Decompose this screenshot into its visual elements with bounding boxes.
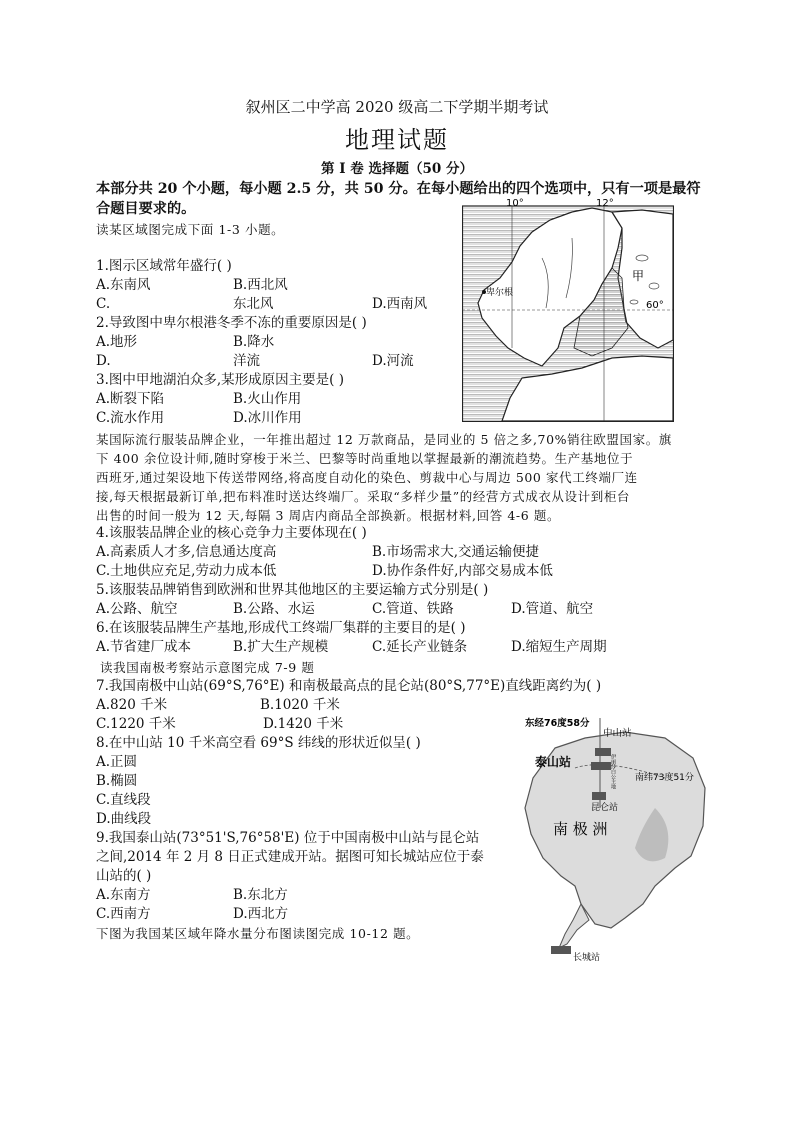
q6-option-a: A.节省建厂成本 [96,639,192,655]
q8-option-d: D.曲线段 [96,811,152,827]
q2-option-b: B.降水 [233,334,275,350]
kunlun-label: 昆仑站 [591,803,619,813]
q6-option-b: B.扩大生产规模 [233,639,329,655]
q9-option-a: A.东南方 [96,887,151,903]
q9-option-d: D.西北方 [233,906,289,922]
lon-label-10: 10° [506,198,524,209]
q9-option-b: B.东北方 [233,887,288,903]
q3-option-c: C.流水作用 [96,410,165,426]
scandinavia-map [462,198,674,422]
antarctica-map-figure [515,708,715,968]
q3-stem: 3.图中甲地湖泊众多,某形成原因主要是( ) [96,372,344,388]
intro-10-12: 下图为我国某区域年降水量分布图读图完成 10-12 题。 [96,926,420,941]
q4-option-d: D.协作条件好,内部交易成本低 [372,563,553,579]
zhongshan-station-marker [595,748,611,756]
page-title: 地理试题 [345,126,449,154]
q1-option-d: D.西南风 [372,296,428,312]
q1-option-a: A.东南风 [96,277,151,293]
antarctica-map [515,708,715,968]
q9-stem-line-3: 山站的( ) [96,868,152,884]
lat-label-60: 60° [646,300,664,311]
q7-option-a: A.820 千米 [96,697,168,713]
q2-option-d: D.河流 [372,353,414,369]
q7-option-b: B.1020 千米 [260,697,340,713]
q7-option-c: C.1220 千米 [96,716,176,732]
passage-line-1: 某国际流行服装品牌企业，一年推出超过 12 万款商品，是同业的 5 倍之多,70%销往欧盟国家。旗 [96,432,672,447]
side-label: 伊丽莎白公主地 [610,754,616,789]
q4-stem: 4.该服装品牌企业的核心竞争力主要体现在( ) [96,525,367,541]
scandinavia-map-figure [462,198,674,422]
q4-option-c: C.土地供应充足,劳动力成本低 [96,563,277,579]
intro-1-3: 读某区域图完成下面 1-3 小题。 [96,222,285,237]
q4-option-b: B.市场需求大,交通运输便捷 [372,544,540,560]
q5-stem: 5.该服装品牌销售到欧洲和世界其他地区的主要运输方式分别是( ) [96,582,489,598]
q5-option-d: D.管道、航空 [511,601,594,617]
q8-option-c: C.直线段 [96,792,151,808]
kunlun-station-marker [592,792,606,800]
q7-stem: 7.我国南极中山站(69°S,76°E) 和南极最高点的昆仑站(80°S,77°E)直线距离约为( ) [96,678,602,694]
q1-option-b: B.西北风 [233,277,288,293]
instruction-line-1: 本部分共 20 个小题，每小题 2.5 分，共 50 分。在每小题给出的四个选项中，只有一项是最符 [96,181,701,197]
intro-7-9: 读我国南极考察站示意图完成 7-9 题 [100,660,315,675]
q9-stem-line-2: 之间,2014 年 2 月 8 日正式建成开站。据图可知长城站应位于泰 [96,849,484,865]
passage-line-3: 西班牙,通过架设地下传送带网络,将高度自动化的染色、剪裁中心与周边 500 家代工终端厂连 [96,470,638,485]
q1-option-c: 东北风 [233,296,274,312]
instruction-line-2: 合题目要求的。 [96,201,196,217]
q2-option-c: 洋流 [233,353,260,369]
q2-option-c-letter: D. [96,353,111,369]
q5-option-b: B.公路、水运 [233,601,315,617]
q6-option-c: C.延长产业链条 [372,639,468,655]
taishan-station-marker [591,762,611,770]
changcheng-station-marker [551,946,571,954]
q6-option-d: D.缩短生产周期 [511,639,607,655]
zhongshan-label: 中山站 [603,728,632,739]
q3-option-a: A.断裂下陷 [96,391,165,407]
bergen-label: 卑尔根 [486,288,514,298]
q5-option-a: A.公路、航空 [96,601,178,617]
q1-option-c-letter: C. [96,296,111,312]
q8-option-a: A.正圆 [96,754,138,770]
q1-stem: 1.图示区域常年盛行( ) [96,258,232,274]
meridian-label: 东经76度58分 [525,718,590,729]
q9-option-c: C.西南方 [96,906,151,922]
taishan-label: 泰山站 [535,755,572,769]
q5-option-c: C.管道、铁路 [372,601,454,617]
changcheng-label: 长城站 [573,953,601,963]
lon-label-12: 12° [596,198,614,209]
q2-stem: 2.导致图中卑尔根港冬季不冻的重要原因是( ) [96,315,367,331]
q9-stem-line-1: 9.我国泰山站(73°51'S,76°58'E) 位于中国南极中山站与昆仑站 [96,830,480,846]
part-heading: 第 I 卷 选择题（50 分） [321,161,473,177]
q8-option-b: B.椭圆 [96,773,138,789]
q3-option-d: D.冰川作用 [233,410,302,426]
q4-option-a: A.高素质人才多,信息通达度高 [96,544,277,560]
passage-line-4: 接,每天根据最新订单,把布料准时送达终端厂。采取“多样少量”的经营方式成衣从设计到柜台 [96,489,631,504]
q7-option-d: D.1420 千米 [263,716,344,732]
q2-option-a: A.地形 [96,334,138,350]
passage-line-5: 出售的时间一般为 12 天,每隔 3 周店内商品全部换新。根据材料,回答 4-6 题。 [96,508,561,523]
passage-line-2: 下 400 余位设计师,随时穿梭于米兰、巴黎等时尚重地以掌握最新的潮流趋势。生产基地位于 [96,451,634,466]
school-line: 叙州区二中学高 2020 级高二下学期半期考试 [245,98,549,116]
antarctic-peninsula [559,904,589,948]
parallel-label: 南纬73度51分 [635,773,694,783]
jia-label: 甲 [632,269,645,283]
q6-stem: 6.在该服装品牌生产基地,形成代工终端厂集群的主要目的是( ) [96,620,466,636]
continent-label: 南 极 洲 [553,820,608,838]
q3-option-b: B.火山作用 [233,391,302,407]
q8-stem: 8.在中山站 10 千米高空看 69°S 纬线的形状近似呈( ) [96,735,421,751]
